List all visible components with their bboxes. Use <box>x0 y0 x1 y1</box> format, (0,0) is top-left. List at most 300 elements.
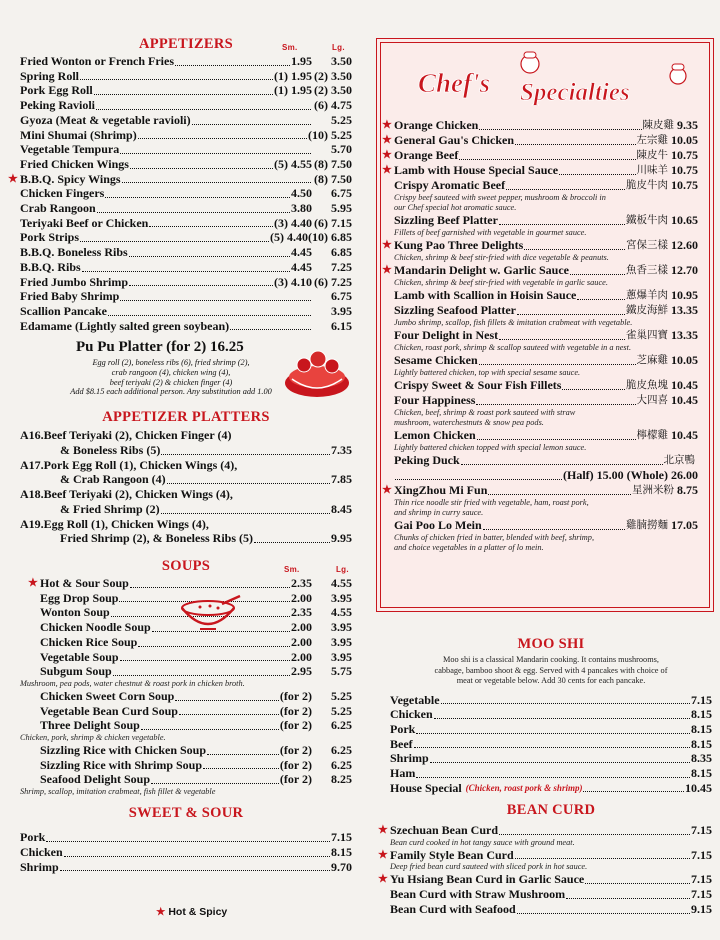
price-large: (8) 7.50 <box>314 171 352 186</box>
star-icon: ★ <box>156 906 166 918</box>
dot-leader <box>80 240 269 242</box>
price-small: (for 2) <box>279 743 312 758</box>
item-name: Chicken Rice Soup <box>40 634 138 649</box>
item-name: Gyoza (Meat & vegetable ravioli) <box>20 112 191 127</box>
soup-item <box>20 758 352 773</box>
item-name: Seafood Delight Soup <box>40 772 151 787</box>
chefs-specialties-logo <box>410 50 700 112</box>
appetizer-item <box>20 289 352 304</box>
platter-code: A17. <box>20 457 44 472</box>
platter-desc: Beef Teriyaki (2), Chicken Wings (4), <box>43 487 233 502</box>
price-small: (for 2) <box>279 703 312 718</box>
price: 8.35 <box>691 751 712 766</box>
appetizer-item <box>20 98 352 113</box>
price-large: (2) 3.50 <box>314 83 352 98</box>
chef-special-item <box>382 118 698 133</box>
chef-special-item <box>394 468 698 483</box>
dot-leader <box>161 453 330 455</box>
dot-leader <box>585 882 690 884</box>
item-name: Sizzling Rice with Shrimp Soup <box>40 757 203 772</box>
left-column <box>8 0 352 874</box>
item-name: Fried Baby Shrimp <box>20 289 120 304</box>
price-large: (6) 7.15 <box>314 215 352 230</box>
appetizer-item <box>20 69 352 84</box>
appetizer-item <box>20 113 352 128</box>
chef-special-item <box>382 148 698 163</box>
chefs-specialties-list <box>382 118 698 553</box>
dot-leader <box>416 732 690 734</box>
price-large: (6) 7.25 <box>314 274 352 289</box>
sweet-sour-heading: SWEET & SOUR <box>128 805 244 822</box>
dot-leader <box>94 93 273 95</box>
dot-leader <box>105 196 290 198</box>
dot-leader <box>60 869 330 871</box>
appetizer-item <box>20 230 352 245</box>
item-name: Chicken Noodle Soup <box>40 620 151 635</box>
price-small: (5) 4.55 <box>274 156 312 171</box>
price: 10.05 <box>671 353 698 367</box>
dot-leader <box>476 403 635 405</box>
item-description: Jumbo shrimp, scallop, fish fillets & imitation crabmeat with vegetable. <box>394 318 633 327</box>
pupu-title: Pu Pu Platter (for 2) 16.25 <box>76 339 244 356</box>
dot-leader <box>161 512 330 514</box>
dot-leader <box>96 108 311 110</box>
price-large: 5.25 <box>331 688 352 703</box>
svg-text:Specialties: Specialties <box>520 79 630 106</box>
item-name: Chicken <box>20 844 63 859</box>
price-large: 3.95 <box>331 649 352 664</box>
chef-special-item <box>394 518 698 533</box>
appetizer-item <box>20 54 352 69</box>
item-name: B.B.Q. Ribs <box>20 259 81 274</box>
platter-desc: Egg Roll (1), Chicken Wings (4), <box>43 516 209 531</box>
price-small: 2.95 <box>291 664 312 679</box>
soup-item <box>20 664 352 679</box>
item-name: Four Delight in Nest <box>394 328 499 342</box>
price: 8.75 <box>677 483 698 497</box>
appetizer-item <box>20 157 352 172</box>
price: 7.15 <box>691 692 712 707</box>
item-name: Vegetable Bean Curd Soup <box>40 703 178 718</box>
dot-leader <box>138 645 290 647</box>
price: 9.95 <box>331 531 352 546</box>
price-large: (6) 4.75 <box>314 98 352 113</box>
item-description: and choice vegetables in a platter of lo mein. <box>394 543 544 552</box>
star-icon: ★ <box>382 484 392 496</box>
item-name: Bean Curd with Seafood <box>390 901 516 916</box>
item-name: Crab Rangoon <box>20 201 96 216</box>
item-chinese-name: 脆皮牛肉 <box>626 179 668 191</box>
dot-leader <box>499 338 625 340</box>
price: 8.15 <box>691 721 712 736</box>
dot-leader <box>230 328 311 330</box>
chef-special-item <box>394 428 698 443</box>
sweet-sour-list <box>20 830 352 874</box>
item-name: Sesame Chicken <box>394 353 478 367</box>
bean-curd-item <box>390 887 712 902</box>
platter-line-2 <box>20 443 352 458</box>
hot-spicy-legend: ★ Hot & Spicy <box>156 906 228 918</box>
price: 9.35 <box>677 118 698 132</box>
dot-leader <box>515 143 635 145</box>
mooshi-section <box>390 636 712 795</box>
price: 13.35 <box>671 303 698 317</box>
item-name: General Gau's Chicken <box>394 133 515 147</box>
item-name: Teriyaki Beef or Chicken <box>20 215 149 230</box>
item-description: Bean curd cooked in hot tangy sauce with ground meat. <box>390 837 575 847</box>
item-chinese-name: 川味羊 <box>636 164 668 176</box>
item-description: Chicken, roast pork, shrimp & scallop sauteed with vegetable in a nest. <box>394 343 632 352</box>
platter-line-1 <box>20 517 352 532</box>
price-small: 3.80 <box>291 201 312 216</box>
item-name: Sizzling Beef Platter <box>394 213 498 227</box>
soup-item <box>20 635 352 650</box>
mooshi-heading: MOO SHI <box>517 636 585 652</box>
price: 8.45 <box>331 501 352 516</box>
dot-leader <box>434 717 690 719</box>
price-large: (10) 5.25 <box>308 127 352 142</box>
sweet-sour-item <box>20 860 352 875</box>
price-large: 6.25 <box>331 757 352 772</box>
item-name: Pork Egg Roll <box>20 83 93 98</box>
item-name: Shrimp <box>20 859 59 874</box>
price-small: (for 2) <box>279 772 312 787</box>
soup-item <box>20 576 352 591</box>
price: 12.60 <box>671 238 698 252</box>
item-name: Four Happiness <box>394 393 476 407</box>
price: 10.75 <box>671 178 698 192</box>
price-large: 3.95 <box>331 634 352 649</box>
dot-leader <box>149 225 273 227</box>
dot-leader <box>192 123 311 125</box>
price: 8.15 <box>691 707 712 722</box>
appetizer-item <box>20 142 352 157</box>
dot-leader <box>461 463 663 465</box>
item-name: Shrimp <box>390 751 429 766</box>
price-large: 6.85 <box>331 245 352 260</box>
dot-leader <box>517 912 690 914</box>
star-icon: ★ <box>378 873 388 886</box>
price: 7.85 <box>331 472 352 487</box>
dot-leader <box>138 137 307 139</box>
chef-special-item <box>394 353 698 368</box>
item-chinese-name: 星洲米粉 <box>632 484 674 496</box>
price: 10.75 <box>671 163 698 177</box>
price-large: (10) 6.85 <box>308 230 352 245</box>
dot-leader <box>113 674 290 676</box>
item-description: Fillets of beef garnished with vegetable in gourmet sauce. <box>394 228 587 237</box>
dot-leader <box>566 897 690 899</box>
pupu-desc: Egg roll (2), boneless ribs (6), fried shrimp (2), crab rangoon (4), chicken wing (4), beef teriyaki (2) & chicken finger (4) Add $8.15 each additional person. Any substitution add 1.00 <box>70 358 272 397</box>
item-description: Chicken, shrimp & beef stir-fried with dice vegetable & peanuts. <box>394 253 609 262</box>
item-name: Kung Pao Three Delights <box>394 238 524 252</box>
price-large: 4.55 <box>331 575 352 590</box>
item-name: Crispy Sweet & Sour Fish Fillets <box>394 378 562 392</box>
item-description: our Chef special hot aromatic sauce. <box>394 203 517 212</box>
bean-curd-section <box>378 802 712 917</box>
dot-leader <box>254 541 330 543</box>
appetizer-item <box>20 304 352 319</box>
chef-special-item <box>382 483 698 498</box>
item-chinese-name: 北京鴨 <box>663 454 695 466</box>
mooshi-item <box>390 751 712 766</box>
item-name: Mini Shumai (Shrimp) <box>20 127 137 142</box>
soup-item <box>20 718 352 733</box>
platter-desc: Pork Egg Roll (1), Chicken Wings (4), <box>43 457 238 472</box>
dot-leader <box>203 767 279 769</box>
price: 8.15 <box>691 736 712 751</box>
price: 7.15 <box>691 887 712 902</box>
soups-heading: SOUPS Sm. Lg. <box>161 557 349 574</box>
chef-special-item <box>394 393 698 408</box>
appetizer-item <box>20 216 352 231</box>
price: 9.70 <box>331 859 352 874</box>
chef-special-item <box>394 328 698 343</box>
dot-leader <box>483 528 625 530</box>
sweet-sour-item <box>20 830 352 845</box>
price: 10.45 <box>671 378 698 392</box>
dot-leader <box>130 167 273 169</box>
item-name: Fried Chicken Wings <box>20 156 129 171</box>
item-description: Chicken, pork, shrimp & chicken vegetable. <box>20 733 166 743</box>
chef-special-item <box>394 178 698 193</box>
price-large: 5.25 <box>331 112 352 127</box>
dot-leader <box>583 790 684 792</box>
item-name: Pork <box>20 830 46 845</box>
soup-item <box>20 704 352 719</box>
price-small: (for 2) <box>279 688 312 703</box>
item-chinese-name: 大四喜 <box>636 394 668 406</box>
item-description: Shrimp, scallop, imitation crabmeat, fish fillet & vegetable <box>20 787 216 797</box>
item-chinese-name: 蔥爆羊肉 <box>626 289 668 301</box>
item-description: Thin rice noodle stir fried with vegetable, ham, roast pork, <box>394 498 589 507</box>
price-large: 3.95 <box>331 620 352 635</box>
item-description: Chicken, shrimp & beef stir-fried with vegetable in garlic sauce. <box>394 278 608 287</box>
dot-leader <box>97 211 290 213</box>
dot-leader <box>141 728 279 730</box>
price: 8.15 <box>331 844 352 859</box>
appetizers-list <box>8 54 352 333</box>
item-name: Vegetable Soup <box>40 649 119 664</box>
price-large: 4.55 <box>331 605 352 620</box>
item-name: Orange Chicken <box>394 118 479 132</box>
dot-leader <box>479 128 641 130</box>
dot-leader <box>562 388 625 390</box>
price-large: 8.25 <box>331 772 352 787</box>
price: 7.15 <box>331 830 352 845</box>
dot-leader <box>175 699 279 701</box>
price: 10.75 <box>671 148 698 162</box>
star-icon: ★ <box>382 164 392 176</box>
price-small: (3) 4.10 <box>274 274 312 289</box>
price: 13.35 <box>671 328 698 342</box>
star-icon: ★ <box>382 239 392 251</box>
mooshi-item <box>390 707 712 722</box>
chef-special-item <box>382 263 698 278</box>
mooshi-item <box>390 781 712 796</box>
price-small: (3) 4.40 <box>274 215 312 230</box>
item-sub: (Chicken, roast pork & shrimp) <box>465 782 583 793</box>
item-name: Family Style Bean Curd <box>390 847 514 862</box>
soup-item <box>20 743 352 758</box>
appetizer-item <box>20 186 352 201</box>
chef-special-item <box>394 288 698 303</box>
bean-curd-item <box>378 823 712 838</box>
soup-item <box>20 772 352 787</box>
price-large: 5.95 <box>331 201 352 216</box>
soup-item <box>20 689 352 704</box>
mooshi-list <box>390 693 712 796</box>
price: 10.05 <box>671 133 698 147</box>
price: 10.45 <box>685 780 712 795</box>
price-small: 2.00 <box>291 649 312 664</box>
platter-line-1 <box>20 428 352 443</box>
mooshi-item <box>390 693 712 708</box>
dot-leader <box>559 173 635 175</box>
item-name: Chicken Sweet Corn Soup <box>40 688 175 703</box>
item-name: Pork Strips <box>20 230 80 245</box>
item-description: Deep fried bean curd sauteed with sliced pork in hot sauce. <box>390 862 588 872</box>
price-small: (5) 4.40 <box>270 230 308 245</box>
price-large: (2) 3.50 <box>314 68 352 83</box>
item-name: Egg Drop Soup <box>40 590 119 605</box>
star-icon: ★ <box>382 264 392 276</box>
star-icon: ★ <box>382 134 392 146</box>
appetizer-item <box>20 245 352 260</box>
price-large: 6.15 <box>331 318 352 333</box>
dot-leader <box>64 855 330 857</box>
dot-leader <box>515 857 690 859</box>
item-name: Hot & Sour Soup <box>40 575 129 590</box>
appetizer-item <box>20 128 352 143</box>
appetizer-item <box>20 201 352 216</box>
dot-leader <box>477 438 636 440</box>
chef-special-item <box>394 303 698 318</box>
dot-leader <box>120 659 290 661</box>
chef-special-item <box>382 163 698 178</box>
item-name: XingZhou Mi Fun <box>394 483 488 497</box>
dot-leader <box>129 284 273 286</box>
dot-leader <box>577 298 625 300</box>
appetizers-heading: APPETIZERS Sm. Lg. <box>138 36 345 52</box>
price: 10.95 <box>671 288 698 302</box>
soup-bowl-icon <box>178 594 242 634</box>
dot-leader <box>488 493 631 495</box>
price-large: 3.95 <box>331 590 352 605</box>
star-icon: ★ <box>382 119 392 131</box>
dot-leader <box>120 152 311 154</box>
mooshi-item <box>390 766 712 781</box>
dot-leader <box>395 478 562 480</box>
star-icon: ★ <box>28 576 38 589</box>
item-chinese-name: 雞腩撈麵 <box>626 519 668 531</box>
price-small: 2.00 <box>291 620 312 635</box>
item-description: Lightly battered chicken topped with special lemon sauce. <box>394 443 587 452</box>
item-chinese-name: 鐵皮海鮮 <box>626 304 668 316</box>
price-small: (1) 1.95 <box>274 83 312 98</box>
price-large: 5.25 <box>331 703 352 718</box>
platter-code: A18. <box>20 487 44 502</box>
item-chinese-name: 陳皮牛 <box>636 149 668 161</box>
dot-leader <box>207 753 279 755</box>
price-small: 2.00 <box>291 590 312 605</box>
item-name: Lamb with House Special Sauce <box>394 163 559 177</box>
platter-desc: & Boneless Ribs (5) <box>60 443 161 458</box>
item-name: Fried Jumbo Shrimp <box>20 274 129 289</box>
item-chinese-name: 陳皮雞 <box>642 119 674 131</box>
sweet-sour-item <box>20 845 352 860</box>
dot-leader <box>122 181 311 183</box>
dot-leader <box>130 586 290 588</box>
price-large: 3.50 <box>331 54 352 68</box>
mooshi-note: Moo shi is a classical Mandarin cooking. It contains mushrooms, cabbage, bamboo shoot & egg. Served with 4 pancakes with choice of meat or vegetable below. Add 30 cents for each pancake. <box>434 655 668 685</box>
item-name: Beef <box>390 736 413 751</box>
bean-curd-item <box>378 847 712 863</box>
item-chinese-name: 脆皮魚塊 <box>626 379 668 391</box>
soup-item <box>20 650 352 665</box>
dot-leader <box>108 314 311 316</box>
dot-leader <box>46 840 330 842</box>
item-name: Wonton Soup <box>40 605 110 620</box>
appetizer-item <box>20 83 352 98</box>
dot-leader <box>459 158 635 160</box>
price-small: (1) 1.95 <box>274 68 312 83</box>
platter-line-1 <box>20 458 352 473</box>
price: 7.15 <box>691 823 712 837</box>
item-name: Bean Curd with Straw Mushroom <box>390 887 566 902</box>
star-icon: ★ <box>382 149 392 161</box>
price-small: 2.35 <box>291 605 312 620</box>
item-name: Three Delight Soup <box>40 718 140 733</box>
price-small: (for 2) <box>279 718 312 733</box>
item-chinese-name: 檸檬雞 <box>636 429 668 441</box>
price: 10.45 <box>671 428 698 442</box>
price-small: (for 2) <box>279 757 312 772</box>
platters-list <box>20 428 352 546</box>
price-small: 4.50 <box>291 186 312 201</box>
item-chinese-name: 鐵板牛肉 <box>626 214 668 226</box>
mooshi-item <box>390 737 712 752</box>
item-description: Chicken, beef, shrimp & roast pork sauteed with straw <box>394 408 576 417</box>
platter-line-2 <box>20 502 352 517</box>
dot-leader <box>151 782 279 784</box>
item-name: Scallion Pancake <box>20 303 108 318</box>
price: 7.35 <box>331 443 352 458</box>
chef-special-item <box>382 238 698 253</box>
dot-leader <box>175 64 290 66</box>
item-name: Sizzling Seafood Platter <box>394 303 516 317</box>
item-chinese-name: 宮保三樣 <box>626 239 668 251</box>
bean-curd-item <box>390 902 712 917</box>
item-description: mushroom, waterchestnuts & snow pea pods. <box>394 418 544 427</box>
price-large: 6.25 <box>331 718 352 733</box>
platter-desc: Beef Teriyaki (2), Chicken Finger (4) <box>43 428 232 443</box>
price-large: 5.70 <box>331 142 352 157</box>
item-name: Gai Poo Lo Mein <box>394 518 482 532</box>
dot-leader <box>167 482 330 484</box>
item-name: Orange Beef <box>394 148 459 162</box>
item-name: Mandarin Delight w. Garlic Sauce <box>394 263 569 277</box>
platter-desc: & Fried Shrimp (2) <box>60 501 160 516</box>
chef-special-item <box>382 133 698 148</box>
appetizer-item <box>20 260 352 275</box>
item-name: Peking Duck <box>394 453 460 467</box>
item-chinese-name: 芝麻雞 <box>636 354 668 366</box>
dot-leader <box>414 746 690 748</box>
dot-leader <box>517 313 625 315</box>
star-icon: ★ <box>378 824 388 836</box>
dot-leader <box>479 363 636 365</box>
